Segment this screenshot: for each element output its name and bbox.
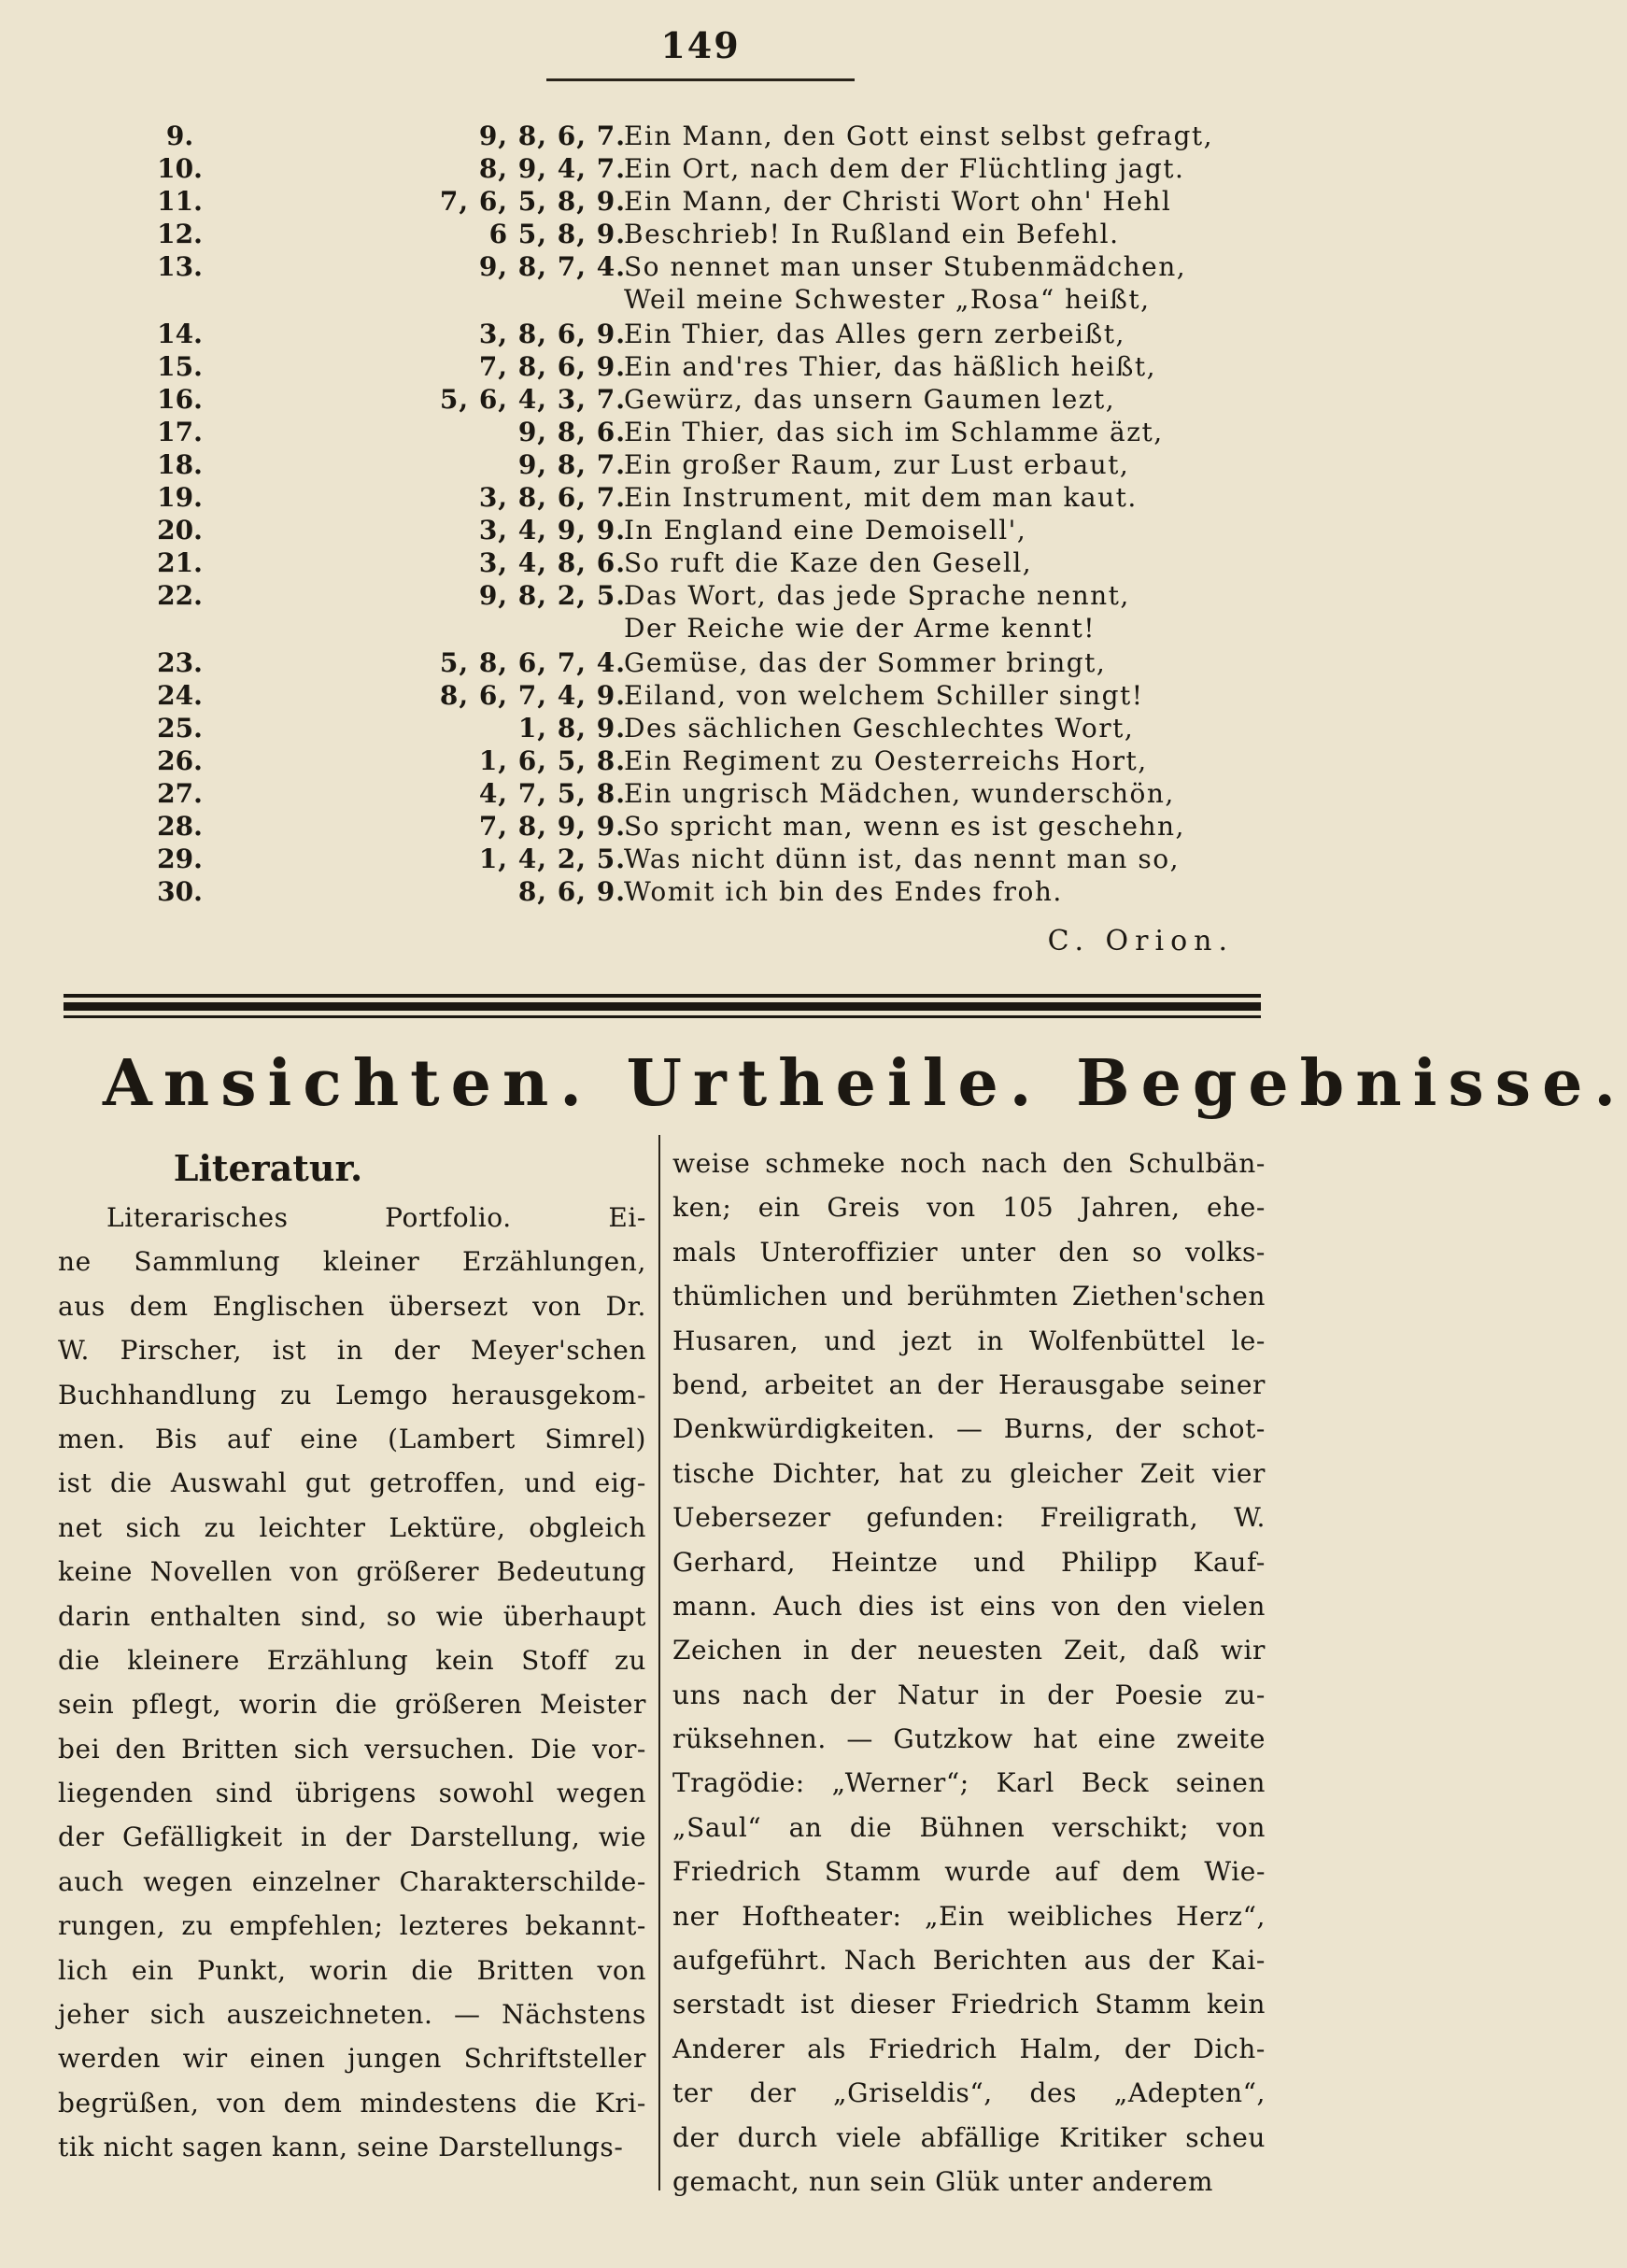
riddle-number: 27. bbox=[157, 778, 203, 809]
text-line: Gerhard, Heintze und Philipp Kauf- bbox=[672, 1546, 1266, 1578]
riddle-row bbox=[140, 218, 1261, 250]
riddle-digits: 1, 6, 5, 8. bbox=[478, 745, 626, 776]
text-line: liegenden sind übrigens sowohl wegen bbox=[58, 1778, 646, 1809]
riddle-digits: 3, 4, 8, 6. bbox=[478, 547, 626, 578]
riddle-row bbox=[140, 777, 1261, 810]
riddle-number: 22. bbox=[157, 580, 203, 611]
riddle-line: So ruft die Kaze den Gesell, bbox=[624, 547, 1033, 578]
riddle-text bbox=[624, 843, 1268, 875]
riddle-text bbox=[624, 514, 1268, 546]
riddle-digits: 9, 8, 6. bbox=[517, 417, 626, 447]
riddle-text bbox=[624, 646, 1268, 679]
riddle-number: 17. bbox=[157, 417, 203, 447]
riddle-digits: 1, 4, 2, 5. bbox=[478, 843, 626, 874]
text-line: rungen, zu empfehlen; lezteres bekannt- bbox=[58, 1910, 646, 1942]
riddle-text bbox=[624, 350, 1268, 383]
text-line: Husaren, und jezt in Wolfenbüttel le- bbox=[672, 1325, 1266, 1356]
riddle-digits: 8, 6, 9. bbox=[517, 876, 626, 907]
text-line: werden wir einen jungen Schriftsteller bbox=[58, 2043, 646, 2075]
riddle-row bbox=[140, 448, 1261, 481]
column-divider bbox=[658, 1135, 660, 2190]
text-line: Anderer als Friedrich Halm, der Dich- bbox=[672, 2033, 1266, 2064]
riddle-row bbox=[140, 514, 1261, 546]
text-line: der durch viele abfällige Kritiker scheu bbox=[672, 2121, 1266, 2153]
riddle-digits: 7, 8, 6, 9. bbox=[478, 351, 626, 382]
text-line: uns nach der Natur in der Poesie zu- bbox=[672, 1679, 1266, 1710]
riddle-text bbox=[624, 318, 1268, 350]
riddle-row bbox=[140, 350, 1261, 383]
riddle-digits: 8, 9, 4, 7. bbox=[478, 153, 626, 184]
riddle-number: 14. bbox=[157, 319, 203, 349]
riddle-line: Was nicht dünn ist, das nennt man so, bbox=[624, 843, 1180, 874]
header-rule bbox=[546, 78, 855, 81]
riddle-line: Womit ich bin des Endes froh. bbox=[624, 876, 1063, 907]
riddle-text bbox=[624, 218, 1268, 250]
riddle-line: Weil meine Schwester „Rosa“ heißt, bbox=[624, 284, 1151, 315]
riddle-row bbox=[140, 875, 1261, 908]
riddle-digits: 3, 8, 6, 7. bbox=[478, 482, 626, 513]
riddle-line: Beschrieb! In Rußland ein Befehl. bbox=[624, 219, 1120, 249]
text-line: sein pflegt, worin die größeren Meister bbox=[58, 1689, 646, 1721]
riddle-number: 16. bbox=[157, 384, 203, 415]
riddle-number: 13. bbox=[157, 251, 203, 282]
riddle-text bbox=[624, 712, 1268, 744]
riddle-number: 12. bbox=[157, 219, 203, 249]
text-line: Denkwürdigkeiten. — Burns, der schot- bbox=[672, 1413, 1266, 1445]
riddle-text bbox=[624, 579, 1268, 645]
riddle-line: Gemüse, das der Sommer bringt, bbox=[624, 647, 1107, 678]
riddle-text bbox=[624, 546, 1268, 579]
text-line: ne Sammlung kleiner Erzählungen, bbox=[58, 1246, 646, 1278]
text-line: Buchhandlung zu Lemgo herausgekom- bbox=[58, 1379, 646, 1410]
text-line: Friedrich Stamm wurde auf dem Wie- bbox=[672, 1856, 1266, 1888]
text-line: Literarisches Portfolio. Ei- bbox=[106, 1202, 646, 1233]
riddle-row bbox=[140, 810, 1261, 843]
text-line: aufgeführt. Nach Berichten aus der Kai- bbox=[672, 1945, 1266, 1977]
riddle-row bbox=[140, 679, 1261, 712]
riddle-digits: 3, 4, 9, 9. bbox=[478, 515, 626, 546]
text-line: net sich zu leichter Lektüre, obgleich bbox=[58, 1511, 646, 1543]
text-line: mann. Auch dies ist eins von den vielen bbox=[672, 1590, 1266, 1622]
riddle-line: Das Wort, das jede Sprache nennt, bbox=[624, 580, 1130, 611]
text-line: Tragödie: „Werner“; Karl Beck seinen bbox=[672, 1767, 1266, 1799]
riddle-number: 9. bbox=[165, 120, 194, 151]
page-number: 149 bbox=[660, 24, 741, 66]
riddle-digits: 7, 6, 5, 8, 9. bbox=[439, 186, 626, 217]
riddle-number: 25. bbox=[157, 713, 203, 744]
riddle-row bbox=[140, 416, 1261, 448]
text-line: bend, arbeitet an der Herausgabe seiner bbox=[672, 1368, 1266, 1400]
riddle-number: 26. bbox=[157, 745, 203, 776]
text-line: Zeichen in der neuesten Zeit, daß wir bbox=[672, 1635, 1266, 1666]
text-line: men. Bis auf eine (Lambert Simrel) bbox=[58, 1423, 646, 1454]
riddle-number: 23. bbox=[157, 647, 203, 678]
riddle-text bbox=[624, 250, 1268, 316]
riddle-row bbox=[140, 185, 1261, 218]
text-line: serstadt ist dieser Friedrich Stamm kein bbox=[672, 1989, 1266, 2020]
riddle-number: 24. bbox=[157, 680, 203, 711]
riddle-line: Ein Regiment zu Oesterreichs Hort, bbox=[624, 745, 1148, 776]
riddle-line: Der Reiche wie der Arme kennt! bbox=[624, 613, 1096, 644]
text-line: „Saul“ an die Bühnen verschikt; von bbox=[672, 1811, 1266, 1843]
section-heading: Ansichten. Urtheile. Begebnisse. bbox=[103, 1046, 1627, 1121]
riddle-line: Ein Thier, das sich im Schlamme äzt, bbox=[624, 417, 1164, 447]
riddle-text bbox=[624, 744, 1268, 777]
riddle-row bbox=[140, 744, 1261, 777]
riddle-row bbox=[140, 546, 1261, 579]
riddle-text bbox=[624, 679, 1268, 712]
riddle-number: 11. bbox=[157, 186, 203, 217]
riddle-line: So spricht man, wenn es ist geschehn, bbox=[624, 811, 1185, 842]
riddle-digits: 3, 8, 6, 9. bbox=[478, 319, 626, 349]
riddle-line: Eiland, von welchem Schiller singt! bbox=[624, 680, 1144, 711]
text-line: ter der „Griseldis“, des „Adepten“, bbox=[672, 2077, 1266, 2109]
text-line: weise schmeke noch nach den Schulbän- bbox=[672, 1148, 1266, 1179]
riddle-row bbox=[140, 383, 1261, 416]
riddle-row bbox=[140, 152, 1261, 185]
riddle-row bbox=[140, 250, 1261, 318]
right-column bbox=[672, 1141, 1266, 2204]
text-line: keine Novellen von größerer Bedeutung bbox=[58, 1556, 646, 1588]
text-line: auch wegen einzelner Charakterschilde- bbox=[58, 1865, 646, 1897]
riddle-line: So nennet man unser Stubenmädchen, bbox=[624, 251, 1187, 282]
riddle-number: 28. bbox=[157, 811, 203, 842]
riddle-text bbox=[624, 416, 1268, 448]
text-line: ist die Auswahl gut getroffen, und eig- bbox=[58, 1467, 646, 1499]
riddle-text bbox=[624, 152, 1268, 185]
riddle-row bbox=[140, 579, 1261, 646]
riddle-line: Ein ungrisch Mädchen, wunderschön, bbox=[624, 778, 1175, 809]
riddle-text bbox=[624, 810, 1268, 843]
riddle-line: Gewürz, das unsern Gaumen lezt, bbox=[624, 384, 1116, 415]
text-line: tische Dichter, hat zu gleicher Zeit vier bbox=[672, 1457, 1266, 1489]
text-line: tik nicht sagen kann, seine Darstellungs- bbox=[58, 2132, 624, 2163]
riddle-line: Ein Mann, den Gott einst selbst gefragt, bbox=[624, 120, 1214, 151]
riddle-number: 21. bbox=[157, 547, 203, 578]
riddle-row bbox=[140, 481, 1261, 514]
riddle-number: 30. bbox=[157, 876, 203, 907]
riddle-digits: 9, 8, 7, 4. bbox=[478, 251, 626, 282]
riddle-line: Ein Instrument, mit dem man kaut. bbox=[624, 482, 1138, 513]
riddle-text bbox=[624, 875, 1268, 908]
riddle-row bbox=[140, 318, 1261, 350]
text-line: W. Pirscher, ist in der Meyer'schen bbox=[58, 1335, 646, 1367]
riddle-digits: 7, 8, 9, 9. bbox=[478, 811, 626, 842]
left-column bbox=[58, 1141, 646, 2170]
riddle-row bbox=[140, 120, 1261, 152]
text-line: der Gefälligkeit in der Darstellung, wie bbox=[58, 1821, 646, 1853]
riddle-digits: 8, 6, 7, 4, 9. bbox=[439, 680, 626, 711]
riddle-number: 18. bbox=[157, 449, 203, 480]
riddle-number: 10. bbox=[157, 153, 203, 184]
riddle-line: Ein Ort, nach dem der Flüchtling jagt. bbox=[624, 153, 1185, 184]
riddle-number: 20. bbox=[157, 515, 203, 546]
text-line: ner Hoftheater: „Ein weibliches Herz“, bbox=[672, 1900, 1266, 1932]
riddle-number: 15. bbox=[157, 351, 203, 382]
riddle-text bbox=[624, 383, 1268, 416]
text-line: begrüßen, von dem mindestens die Kri- bbox=[58, 2087, 646, 2119]
riddle-text bbox=[624, 120, 1268, 152]
riddle-digits: 9, 8, 6, 7. bbox=[478, 120, 626, 151]
riddle-row bbox=[140, 712, 1261, 744]
column-heading: Literatur. bbox=[173, 1147, 363, 1189]
riddle-line: Ein Thier, das Alles gern zerbeißt, bbox=[624, 319, 1125, 349]
riddle-digits: 9, 8, 2, 5. bbox=[478, 580, 626, 611]
riddle-digits: 5, 8, 6, 7, 4. bbox=[439, 647, 626, 678]
riddle-text bbox=[624, 777, 1268, 810]
riddle-digits: 1, 8, 9. bbox=[517, 713, 626, 744]
text-line: mals Unteroffizier unter den so volks- bbox=[672, 1236, 1266, 1268]
riddle-author: C. Orion. bbox=[1047, 925, 1234, 957]
riddle-digits: 4, 7, 5, 8. bbox=[478, 778, 626, 809]
riddle-line: Des sächlichen Geschlechtes Wort, bbox=[624, 713, 1135, 744]
riddle-digits: 9, 8, 7. bbox=[517, 449, 626, 480]
riddle-row bbox=[140, 843, 1261, 875]
riddle-list bbox=[140, 120, 1261, 908]
text-line: jeher sich auszeichneten. — Nächstens bbox=[58, 1999, 646, 2031]
text-line: Uebersezer gefunden: Freiligrath, W. bbox=[672, 1502, 1266, 1534]
riddle-text bbox=[624, 481, 1268, 514]
riddle-line: In England eine Demoisell', bbox=[624, 515, 1027, 546]
text-line: ken; ein Greis von 105 Jahren, ehe- bbox=[672, 1192, 1266, 1224]
text-line: thümlichen und berühmten Ziethen'schen bbox=[672, 1281, 1266, 1312]
riddle-digits: 5, 6, 4, 3, 7. bbox=[439, 384, 626, 415]
riddle-digits: 6 5, 8, 9. bbox=[488, 219, 626, 249]
text-line: lich ein Punkt, worin die Britten von bbox=[58, 1954, 646, 1986]
riddle-number: 29. bbox=[157, 843, 203, 874]
riddle-number: 19. bbox=[157, 482, 203, 513]
riddle-row bbox=[140, 646, 1261, 679]
riddle-text bbox=[624, 448, 1268, 481]
text-line: gemacht, nun sein Glük unter anderem bbox=[672, 2165, 1214, 2197]
riddle-text bbox=[624, 185, 1268, 218]
text-line: die kleinere Erzählung kein Stoff zu bbox=[58, 1644, 646, 1676]
riddle-line: Ein großer Raum, zur Lust erbaut, bbox=[624, 449, 1130, 480]
riddle-line: Ein Mann, der Christi Wort ohn' Hehl bbox=[624, 186, 1172, 217]
section-divider bbox=[64, 994, 1261, 1020]
text-line: rüksehnen. — Gutzkow hat eine zweite bbox=[672, 1723, 1266, 1755]
text-line: bei den Britten sich versuchen. Die vor- bbox=[58, 1733, 646, 1765]
text-line: aus dem Englischen übersezt von Dr. bbox=[58, 1290, 646, 1322]
text-line: darin enthalten sind, so wie überhaupt bbox=[58, 1600, 646, 1632]
riddle-line: Ein and'res Thier, das häßlich heißt, bbox=[624, 351, 1156, 382]
